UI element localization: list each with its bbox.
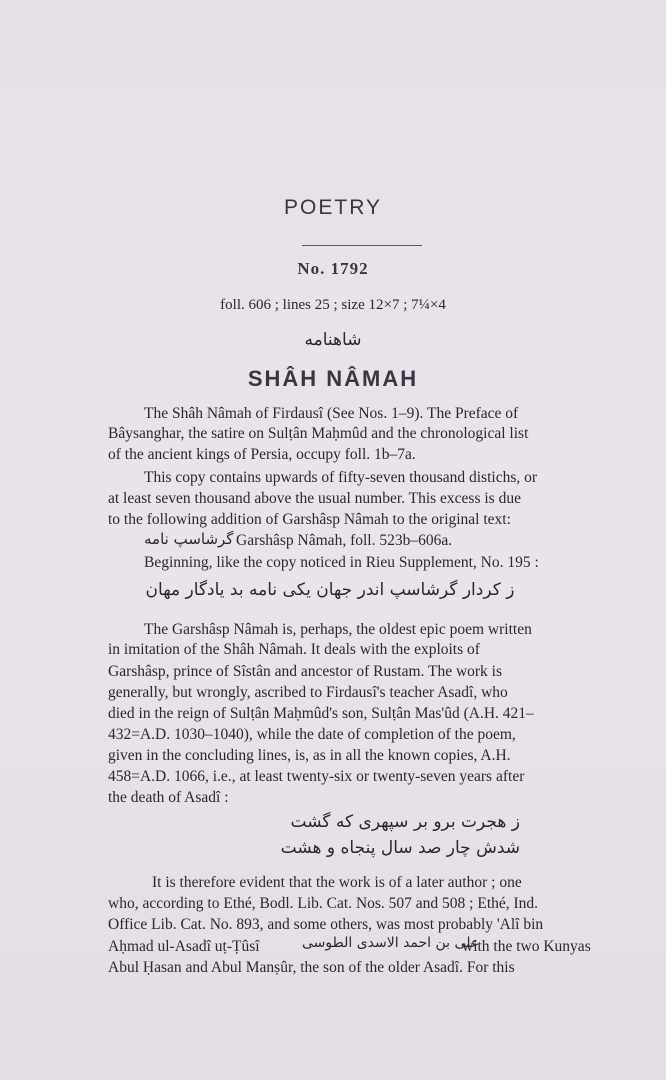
body-line: 432=A.D. 1030–1040), while the date of completion of the poem, bbox=[108, 726, 516, 743]
body-line: the death of Asadî : bbox=[108, 789, 229, 806]
heading-divider bbox=[302, 245, 422, 246]
body-line: Beginning, like the copy noticed in Rieu Supplement, No. 195 : bbox=[144, 554, 539, 571]
body-line: to the following addition of Garshâsp Nâmah to the original text: bbox=[108, 511, 511, 528]
body-line: with the two Kunyas bbox=[462, 938, 591, 955]
persian-author-name: علی بن احمد الاسدی الطوسی bbox=[302, 935, 480, 951]
body-line: Aḥmad ul-Asadî uṭ-Ṭûsî bbox=[108, 938, 260, 955]
body-line: in imitation of the Shâh Nâmah. It deals with the exploits of bbox=[108, 641, 480, 658]
body-line: of the ancient kings of Persia, occupy foll. 1b–7a. bbox=[108, 446, 416, 463]
body-line: at least seven thousand above the usual number. This excess is due bbox=[108, 490, 521, 507]
body-line: generally, but wrongly, ascribed to Firdausî's teacher Asadî, who bbox=[108, 684, 508, 701]
persian-date-verse-1: ز هجرت برو بر سپهری که گشت bbox=[290, 812, 520, 832]
section-heading: POETRY bbox=[284, 196, 382, 219]
catalogue-number: No. 1792 bbox=[297, 259, 369, 278]
body-line: Garshâsp, prince of Sîstân and ancestor of Rustam. The work is bbox=[108, 663, 503, 680]
body-line: 458=A.D. 1066, i.e., at least twenty-six or twenty-seven years after bbox=[108, 768, 525, 785]
page-title: SHÂH NÂMAH bbox=[247, 366, 419, 391]
body-line: Garshâsp Nâmah, foll. 523b–606a. bbox=[236, 532, 453, 549]
body-line: Bâysanghar, the satire on Sulṭân Maḥmûd and the chronological list bbox=[108, 425, 529, 442]
persian-beginning-verse: ز کردار گرشاسپ اندر جهان یکی نامه بد یادگار مهان bbox=[145, 580, 515, 600]
persian-date-verse-2: شدش چار صد سال پنجاه و هشت bbox=[280, 838, 520, 858]
body-line: The Shâh Nâmah of Firdausî (See Nos. 1–9). The Preface of bbox=[144, 405, 519, 422]
body-line: given in the concluding lines, is, as in all the known copies, A.H. bbox=[108, 747, 511, 764]
body-line: The Garshâsp Nâmah is, perhaps, the oldest epic poem written bbox=[144, 621, 532, 638]
body-line: Abul Ḥasan and Abul Manṣûr, the son of the older Asadî. For this bbox=[108, 959, 515, 976]
title-persian: شاهنامه bbox=[304, 330, 362, 350]
persian-garshasp-name: گرشاسپ نامه bbox=[144, 530, 234, 548]
body-line: who, according to Ethé, Bodl. Lib. Cat. Nos. 507 and 508 ; Ethé, Ind. bbox=[108, 895, 539, 912]
body-line: died in the reign of Sulṭân Maḥmûd's son, Sulṭân Mas'ûd (A.H. 421– bbox=[108, 705, 534, 722]
body-line: Office Lib. Cat. No. 893, and some others, was most probably 'Alî bin bbox=[108, 916, 544, 933]
body-line: It is therefore evident that the work is of a later author ; one bbox=[152, 874, 522, 891]
folio-info: foll. 606 ; lines 25 ; size 12×7 ; 7¼×4 bbox=[220, 297, 446, 313]
body-line: This copy contains upwards of fifty-seven thousand distichs, or bbox=[144, 469, 538, 486]
